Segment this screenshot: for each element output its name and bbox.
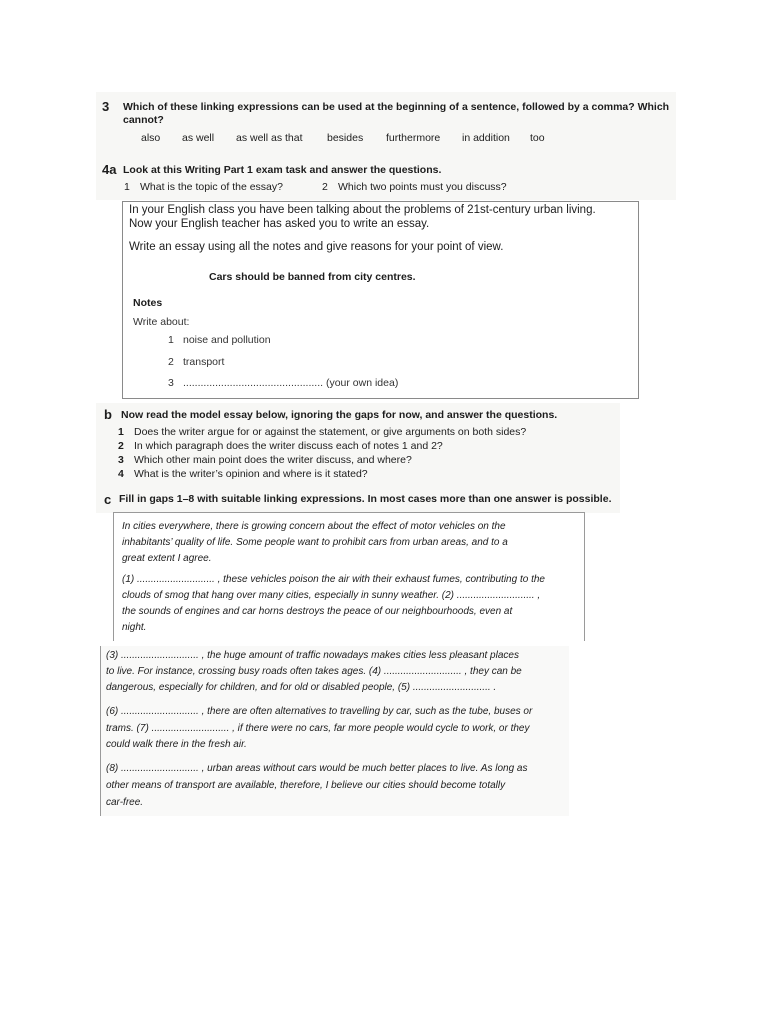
essay-p5-line1: (8) ............................ , urban areas without cars would be much better places to live. As long as — [106, 763, 528, 774]
q4a-sub2-number: 2 — [322, 181, 328, 193]
essay-p3-line2: to live. For instance, crossing busy roads often takes ages. (4) ............................ , they can be — [106, 666, 522, 677]
task-line3: Write an essay using all the notes and give reasons for your point of view. — [129, 241, 504, 253]
word-furthermore: furthermore — [386, 132, 441, 144]
q4a-number: 4a — [102, 162, 117, 177]
essay-box-bottom — [100, 646, 569, 816]
task-line1: In your English class you have been talking about the problems of 21st-century urban living. — [129, 204, 596, 216]
word-besides: besides — [327, 132, 364, 144]
write-about-label: Write about: — [133, 316, 190, 328]
notes-heading: Notes — [133, 297, 163, 309]
qc-letter: c — [104, 492, 112, 507]
essay-p2-line4: night. — [122, 622, 147, 633]
word-as-well: as well — [182, 132, 215, 144]
note3-number: 3 — [168, 377, 174, 389]
essay-p2-line2: clouds of smog that hang over many cities, especially in sunny weather. (2) ............................ , — [122, 590, 541, 601]
note3-text: ................................................ (your own idea) — [183, 377, 399, 389]
essay-p2-line1: (1) ............................ , these vehicles poison the air with their exhaust fumes, contributing to the — [122, 574, 545, 585]
q4a-sub2: Which two points must you discuss? — [338, 181, 507, 193]
q3-line2: cannot? — [123, 114, 164, 126]
essay-box-top — [113, 512, 585, 641]
qb-item3-number: 3 — [118, 454, 124, 466]
note1-text: noise and pollution — [183, 334, 271, 346]
essay-p1-line2: inhabitants’ quality of life. Some people want to prohibit cars from urban areas, and to a — [122, 537, 508, 548]
essay-p4-line3: could walk there in the fresh air. — [106, 739, 247, 750]
essay-p2-line3: the sounds of engines and car horns destroys the peace of our neighbourhoods, even at — [122, 606, 513, 617]
q4a-sub1-number: 1 — [124, 181, 130, 193]
note2-text: transport — [183, 356, 225, 368]
essay-p1-line1: In cities everywhere, there is growing concern about the effect of motor vehicles on the — [122, 521, 506, 532]
qb-item1-text: Does the writer argue for or against the statement, or give arguments on both sides? — [134, 426, 527, 438]
qb-item4-text: What is the writer’s opinion and where is it stated? — [134, 468, 368, 480]
essay-p1-line3: great extent I agree. — [122, 553, 212, 564]
task-line2: Now your English teacher has asked you to write an essay. — [129, 218, 430, 230]
qb-item4-number: 4 — [118, 468, 124, 480]
word-as-well-as-that: as well as that — [236, 132, 303, 144]
essay-p3-line1: (3) ............................ , the huge amount of traffic nowadays makes cities less pleasant places — [106, 650, 519, 661]
essay-p3-line3: dangerous, especially for children, and for old or disabled people, (5) ............................ . — [106, 682, 497, 693]
word-in-addition: in addition — [462, 132, 510, 144]
q4a-sub1: What is the topic of the essay? — [140, 181, 283, 193]
q3-line1: Which of these linking expressions can be used at the beginning of a sentence, followed by a comma? Which — [123, 101, 670, 113]
qc-instruction: Fill in gaps 1–8 with suitable linking expressions. In most cases more than one answer is possible. — [119, 493, 612, 505]
qb-item2-number: 2 — [118, 440, 124, 452]
qb-instruction: Now read the model essay below, ignoring the gaps for now, and answer the questions. — [121, 409, 558, 421]
exam-task-box — [122, 201, 639, 399]
essay-p5-line3: car-free. — [106, 797, 144, 808]
qb-item3-text: Which other main point does the writer discuss, and where? — [134, 454, 412, 466]
q3-number: 3 — [102, 99, 110, 114]
qb-item1-number: 1 — [118, 426, 124, 438]
essay-p4-line1: (6) ............................ , there are often alternatives to travelling by car, such as the tube, buses or — [106, 706, 533, 717]
essay-p5-line2: other means of transport are available, therefore, I believe our cities should become totally — [106, 780, 506, 791]
q4a-instruction: Look at this Writing Part 1 exam task and answer the questions. — [123, 164, 442, 176]
word-too: too — [530, 132, 545, 144]
word-also: also — [141, 132, 161, 144]
note1-number: 1 — [168, 334, 174, 346]
essay-p4-line2: trams. (7) ............................ , if there were no cars, far more people would cycle to work, or they — [106, 723, 530, 734]
qb-letter: b — [104, 407, 112, 422]
task-statement: Cars should be banned from city centres. — [209, 271, 416, 283]
qb-item2-text: In which paragraph does the writer discuss each of notes 1 and 2? — [134, 440, 443, 452]
note2-number: 2 — [168, 356, 174, 368]
